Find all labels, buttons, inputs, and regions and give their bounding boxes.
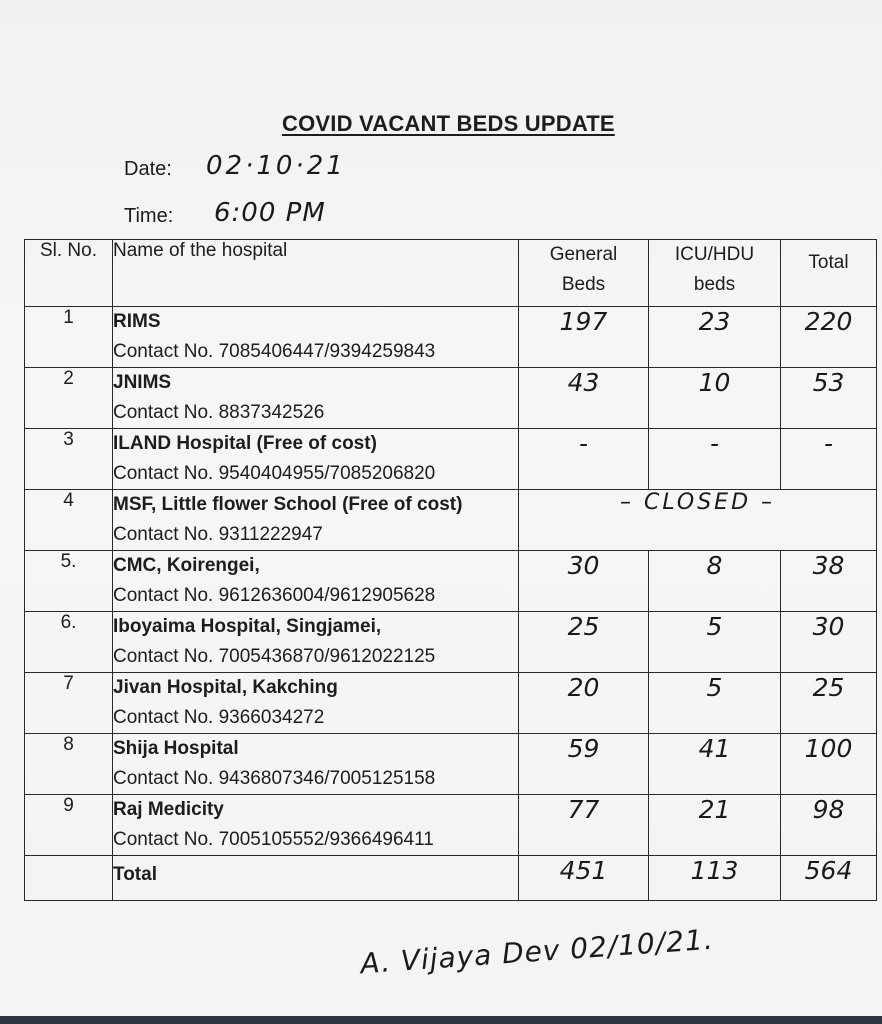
total-beds: 98 [781, 795, 877, 856]
hospital-name: JNIMS [113, 372, 172, 393]
total-beds: - [781, 429, 877, 490]
general-beds: - [519, 429, 649, 490]
icu-beds: 23 [649, 307, 781, 368]
hospital-contact: Contact No. 9366034272 [113, 707, 325, 728]
table-header-row [25, 240, 877, 307]
col-header-icu-line2: beds [693, 274, 736, 295]
table-row [25, 734, 877, 795]
totals-general-beds: 451 [519, 856, 649, 901]
hospital-contact: Contact No. 9612636004/9612905628 [113, 585, 436, 606]
hospital-name: RIMS [113, 311, 161, 332]
hospital-contact: Contact No. 7005436870/9612022125 [113, 646, 436, 667]
row-sl: 9 [25, 795, 113, 856]
row-sl: 6. [25, 612, 113, 673]
row-hospital [113, 307, 519, 368]
bottom-edge-bar [0, 1016, 882, 1024]
row-sl: 3 [25, 429, 113, 490]
col-header-general-line1: General [549, 244, 618, 265]
icu-beds: 8 [649, 551, 781, 612]
hospital-contact: Contact No. 8837342526 [113, 402, 325, 423]
icu-beds: 5 [649, 612, 781, 673]
row-sl: 1 [25, 307, 113, 368]
table-row [25, 490, 877, 551]
total-beds: 220 [781, 307, 877, 368]
row-sl: 5. [25, 551, 113, 612]
hospital-name: CMC, Koirengei, [113, 555, 260, 576]
total-beds: 53 [781, 368, 877, 429]
hospital-name: MSF, Little flower School (Free of cost) [113, 494, 463, 515]
icu-beds: 41 [649, 734, 781, 795]
general-beds: 77 [519, 795, 649, 856]
table-row [25, 429, 877, 490]
row-hospital [113, 795, 519, 856]
col-header-sl: Sl. No. [25, 240, 113, 307]
hospital-contact: Contact No. 9311222947 [113, 524, 323, 545]
table-row [25, 368, 877, 429]
hospital-name: Jivan Hospital, Kakching [113, 677, 338, 698]
hospital-name: Raj Medicity [113, 799, 224, 820]
table-row [25, 673, 877, 734]
general-beds: 20 [519, 673, 649, 734]
hospital-contact: Contact No. 7005105552/9366496411 [113, 829, 434, 850]
row-hospital [113, 429, 519, 490]
hospital-contact: Contact No. 7085406447/9394259843 [113, 341, 436, 362]
totals-sl-empty [25, 856, 113, 901]
hospital-contact: Contact No. 9436807346/7005125158 [113, 768, 436, 789]
col-header-icu-line1: ICU/HDU [674, 244, 755, 265]
row-sl: 8 [25, 734, 113, 795]
icu-beds: 21 [649, 795, 781, 856]
totals-label: Total [113, 856, 519, 901]
total-beds: 25 [781, 673, 877, 734]
total-beds: 30 [781, 612, 877, 673]
table-row [25, 551, 877, 612]
totals-row [25, 856, 877, 901]
date-value: 02·10·21 [206, 151, 346, 181]
col-header-general [519, 240, 649, 307]
table-row [25, 307, 877, 368]
signature: A. Vijaya Dev 02/10/21. [359, 922, 715, 981]
general-beds: 197 [519, 307, 649, 368]
col-header-name: Name of the hospital [113, 240, 519, 307]
hospital-name: ILAND Hospital (Free of cost) [113, 433, 377, 454]
document-title: COVID VACANT BEDS UPDATE [282, 111, 615, 136]
col-header-total: Total [781, 240, 877, 307]
icu-beds: - [649, 429, 781, 490]
row-hospital [113, 490, 519, 551]
total-beds: 100 [781, 734, 877, 795]
row-hospital [113, 612, 519, 673]
total-beds: 38 [781, 551, 877, 612]
table-row [25, 612, 877, 673]
row-hospital [113, 551, 519, 612]
icu-beds: 5 [649, 673, 781, 734]
hospital-contact: Contact No. 9540404955/7085206820 [113, 463, 436, 484]
hospital-name: Shija Hospital [113, 738, 239, 759]
icu-beds: 10 [649, 368, 781, 429]
row-sl: 7 [25, 673, 113, 734]
row-sl: 4 [25, 490, 113, 551]
table-row [25, 795, 877, 856]
totals-total-beds: 564 [781, 856, 877, 901]
general-beds: 59 [519, 734, 649, 795]
col-header-general-line2: Beds [561, 274, 606, 295]
closed-status: – CLOSED – [519, 490, 877, 551]
row-hospital [113, 673, 519, 734]
row-hospital [113, 734, 519, 795]
date-label: Date: [124, 158, 172, 180]
time-label: Time: [124, 205, 174, 227]
general-beds: 43 [519, 368, 649, 429]
row-sl: 2 [25, 368, 113, 429]
totals-icu-beds: 113 [649, 856, 781, 901]
row-hospital [113, 368, 519, 429]
beds-table [24, 239, 877, 901]
time-value: 6:00 PM [214, 198, 326, 228]
hospital-name: Iboyaima Hospital, Singjamei, [113, 616, 382, 637]
general-beds: 25 [519, 612, 649, 673]
general-beds: 30 [519, 551, 649, 612]
col-header-icu [649, 240, 781, 307]
